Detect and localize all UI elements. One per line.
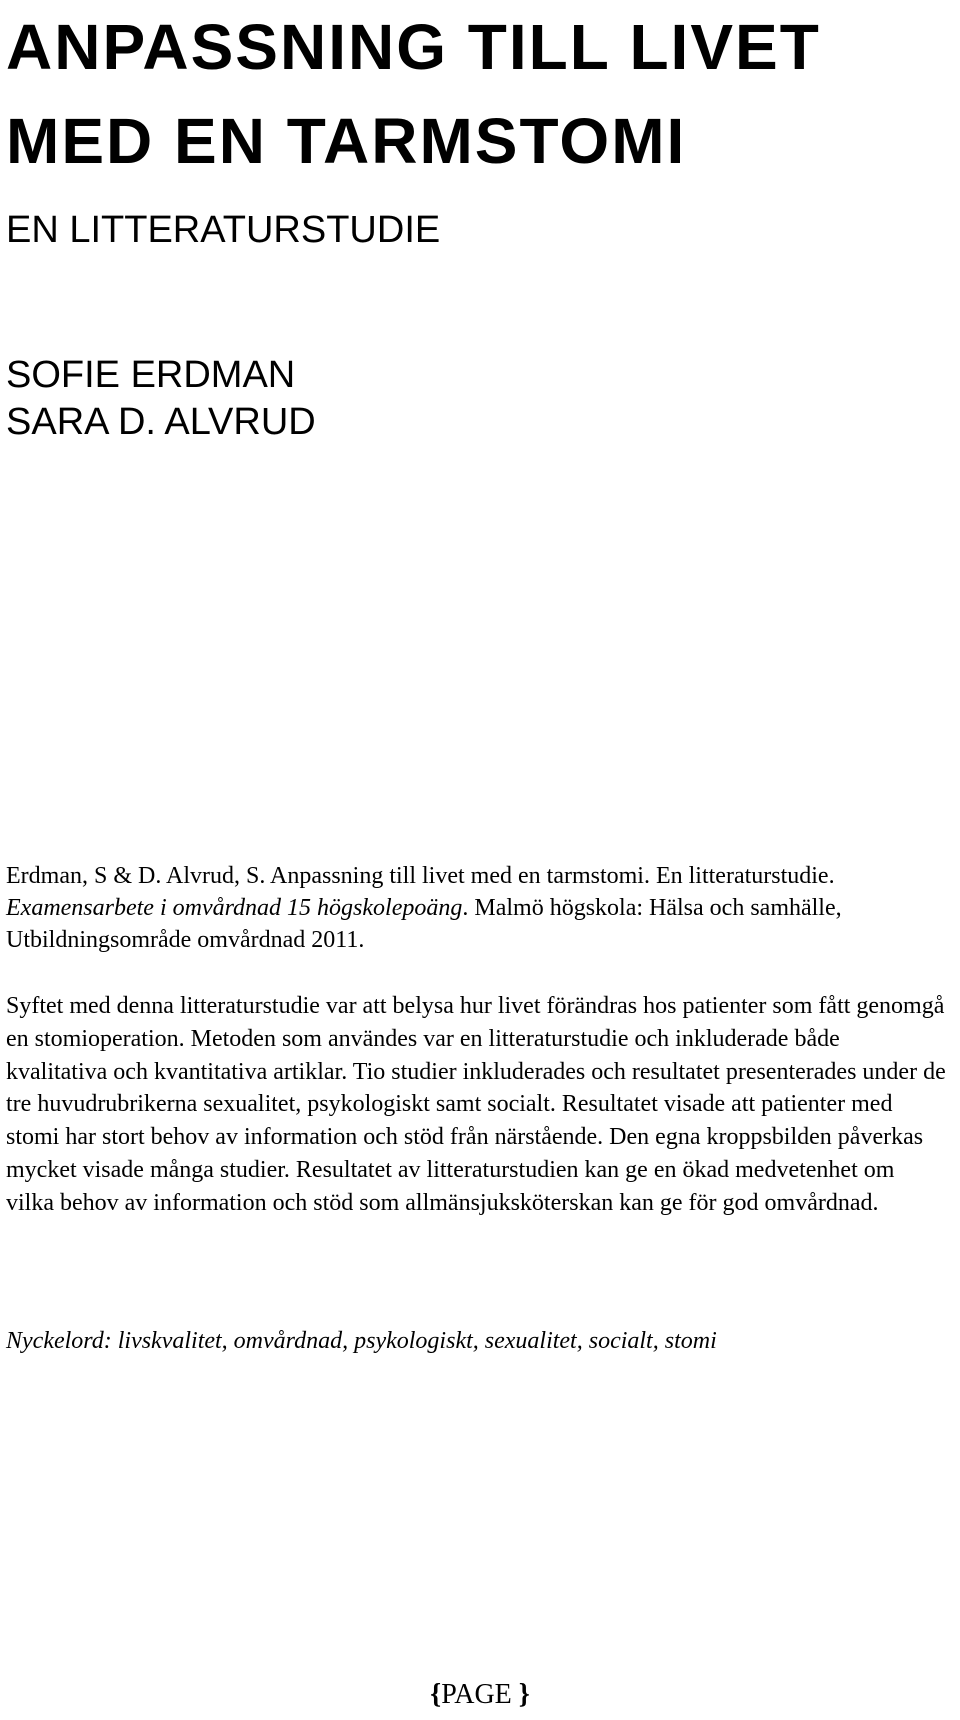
field-brace-open: {	[430, 1679, 442, 1710]
document-subtitle: EN LITTERATURSTUDIE	[6, 209, 441, 251]
citation-italic: Examensarbete i omvårdnad 15 högskolepoäng	[6, 895, 463, 921]
keywords-label: Nyckelord	[6, 1328, 104, 1354]
field-brace-close: }	[511, 1679, 530, 1710]
keywords-text: : livskvalitet, omvårdnad, psykologiskt, sexualitet, socialt, stomi	[103, 1328, 717, 1354]
author-name: SOFIE ERDMAN	[6, 354, 296, 396]
author-name: SARA D. ALVRUD	[6, 401, 316, 443]
keywords-line	[6, 1325, 946, 1357]
page-number-field	[0, 1678, 960, 1712]
document-title	[6, 0, 946, 188]
citation-text-end: . Malmö högskola: Hälsa och samhälle, Utbildningsområde omvårdnad 2011.	[6, 895, 842, 953]
field-code: PAGE	[441, 1679, 512, 1710]
author-list	[6, 352, 316, 446]
citation	[6, 860, 946, 956]
title-line-2: MED EN TARMSTOMI	[6, 105, 687, 177]
title-line-1: ANPASSNING TILL LIVET	[6, 11, 821, 83]
citation-text: Erdman, S & D. Alvrud, S. Anpassning till livet med en tarmstomi. En litteraturstudie.	[6, 863, 835, 889]
abstract-paragraph: Syftet med denna litteraturstudie var att belysa hur livet förändras hos patienter som fått genomgå en stomioperation. Metoden som användes var en litteraturstudie och inkluderade både kvalitativa och kvantitativa artiklar. Tio studier inkluderades och resultatet presenterades under de tre huvudrubrikerna sexualitet, psykologiskt samt socialt. Resultatet visade att patienter med stomi har stort behov av information och stöd från närstående. Den egna kroppsbilden påverkas mycket visade många studier. Resultatet av litteraturstudien kan ge en ökad medvetenhet om vilka behov av information och stöd som allmänsjuksköterskan kan ge för god omvårdnad.	[6, 993, 946, 1216]
